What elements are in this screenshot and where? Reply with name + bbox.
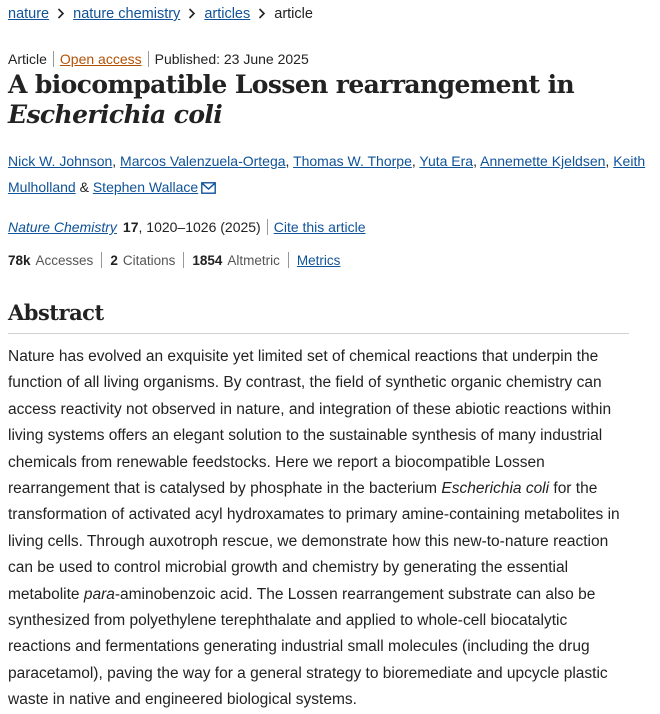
author-list — [8, 148, 652, 202]
article-type: Article — [8, 51, 47, 67]
author-separator: , — [473, 153, 477, 169]
altmetric-label: Altmetric — [227, 252, 280, 268]
breadcrumb-item-articles[interactable]: articles — [204, 6, 251, 22]
section-divider — [8, 333, 629, 334]
abstract-part: Nature has evolved an exquisite yet limited set of chemical reactions that underpin the function of all living organisms. By contrast, the field of synthetic organic chemistry can access reactivity not observed in nature, and integration of these abiotic reactions within living systems offers an elegant solution to the sustainable synthesis of many industrial chemicals from renewable feedstocks. Here we report a biocompatible Lossen rearrangement that is catalysed by phosphate in the bacterium — [8, 348, 612, 498]
accesses-count: 78k — [8, 252, 31, 268]
abstract-text — [8, 344, 632, 714]
title-italic: Escherichia coli — [8, 100, 223, 129]
chevron-right-icon — [180, 6, 204, 22]
author-link[interactable]: Nick W. Johnson — [8, 153, 113, 169]
divider — [267, 219, 268, 235]
citations-label: Citations — [122, 252, 176, 268]
divider — [288, 252, 289, 268]
breadcrumb-item-nature-chemistry[interactable]: nature chemistry — [73, 6, 181, 22]
published-date: Published: 23 June 2025 — [154, 51, 309, 67]
journal-volume: 17 — [122, 219, 139, 235]
email-icon[interactable] — [201, 176, 216, 202]
author-separator: , — [605, 153, 610, 169]
title-main: A biocompatible Lossen rearrangement in — [8, 70, 575, 99]
author-link[interactable]: Keith Mulholland — [8, 153, 646, 195]
author-separator-and: & — [79, 179, 89, 195]
chevron-right-icon — [250, 6, 274, 22]
author-link[interactable]: Annemette Kjeldsen — [480, 153, 606, 169]
author-link[interactable]: Thomas W. Thorpe — [293, 153, 412, 169]
divider — [148, 51, 149, 67]
citations-count: 2 — [110, 252, 118, 268]
chevron-right-icon — [49, 6, 73, 22]
author-link[interactable]: Marcos Valenzuela-Ortega — [120, 153, 286, 169]
article-metrics — [8, 248, 652, 272]
breadcrumb — [8, 0, 652, 28]
author-separator: , — [411, 153, 416, 169]
cite-article-link[interactable]: Cite this article — [273, 219, 366, 235]
abstract-heading: Abstract — [8, 300, 104, 325]
breadcrumb-current: article — [274, 6, 313, 22]
journal-info — [8, 215, 652, 239]
article-meta — [8, 51, 652, 67]
abstract-italic: Escherichia coli — [441, 480, 550, 498]
open-access-link[interactable]: Open access — [59, 51, 142, 67]
article-title — [8, 70, 652, 130]
metrics-link[interactable]: Metrics — [296, 252, 341, 268]
breadcrumb-item-nature[interactable]: nature — [8, 6, 50, 22]
abstract-part: -aminobenzoic acid. The Lossen rearrangement substrate can also be synthesized from polyethylene terephthalate and applied to whole-cell biocatalytic reactions and fermentations generating industrial small molecules (including the drug paracetamol), paving the way for a general strategy to bioremediate and upcycle plastic waste in native and engineered biological systems. — [8, 585, 608, 709]
divider — [53, 51, 54, 67]
journal-name-link[interactable]: Nature Chemistry — [8, 219, 117, 235]
abstract-italic: para — [83, 585, 115, 603]
divider — [183, 252, 184, 268]
altmetric-score: 1854 — [192, 252, 223, 268]
author-link-corresponding[interactable]: Stephen Wallace — [92, 179, 199, 195]
accesses-label: Accesses — [35, 252, 94, 268]
divider — [101, 252, 102, 268]
journal-pages: , 1020–1026 (2025) — [138, 219, 261, 235]
abstract-part: for the transformation of activated acyl hydroxamates to primary amine-containing metabolites in living cells. Through auxotroph rescue, we demonstrate how this new-to-nature reaction can be used to control microbial growth and chemistry by generating the essential metabolite — [8, 480, 620, 603]
author-separator: , — [112, 153, 117, 169]
author-link[interactable]: Yuta Era — [419, 153, 474, 169]
author-separator: , — [285, 153, 290, 169]
